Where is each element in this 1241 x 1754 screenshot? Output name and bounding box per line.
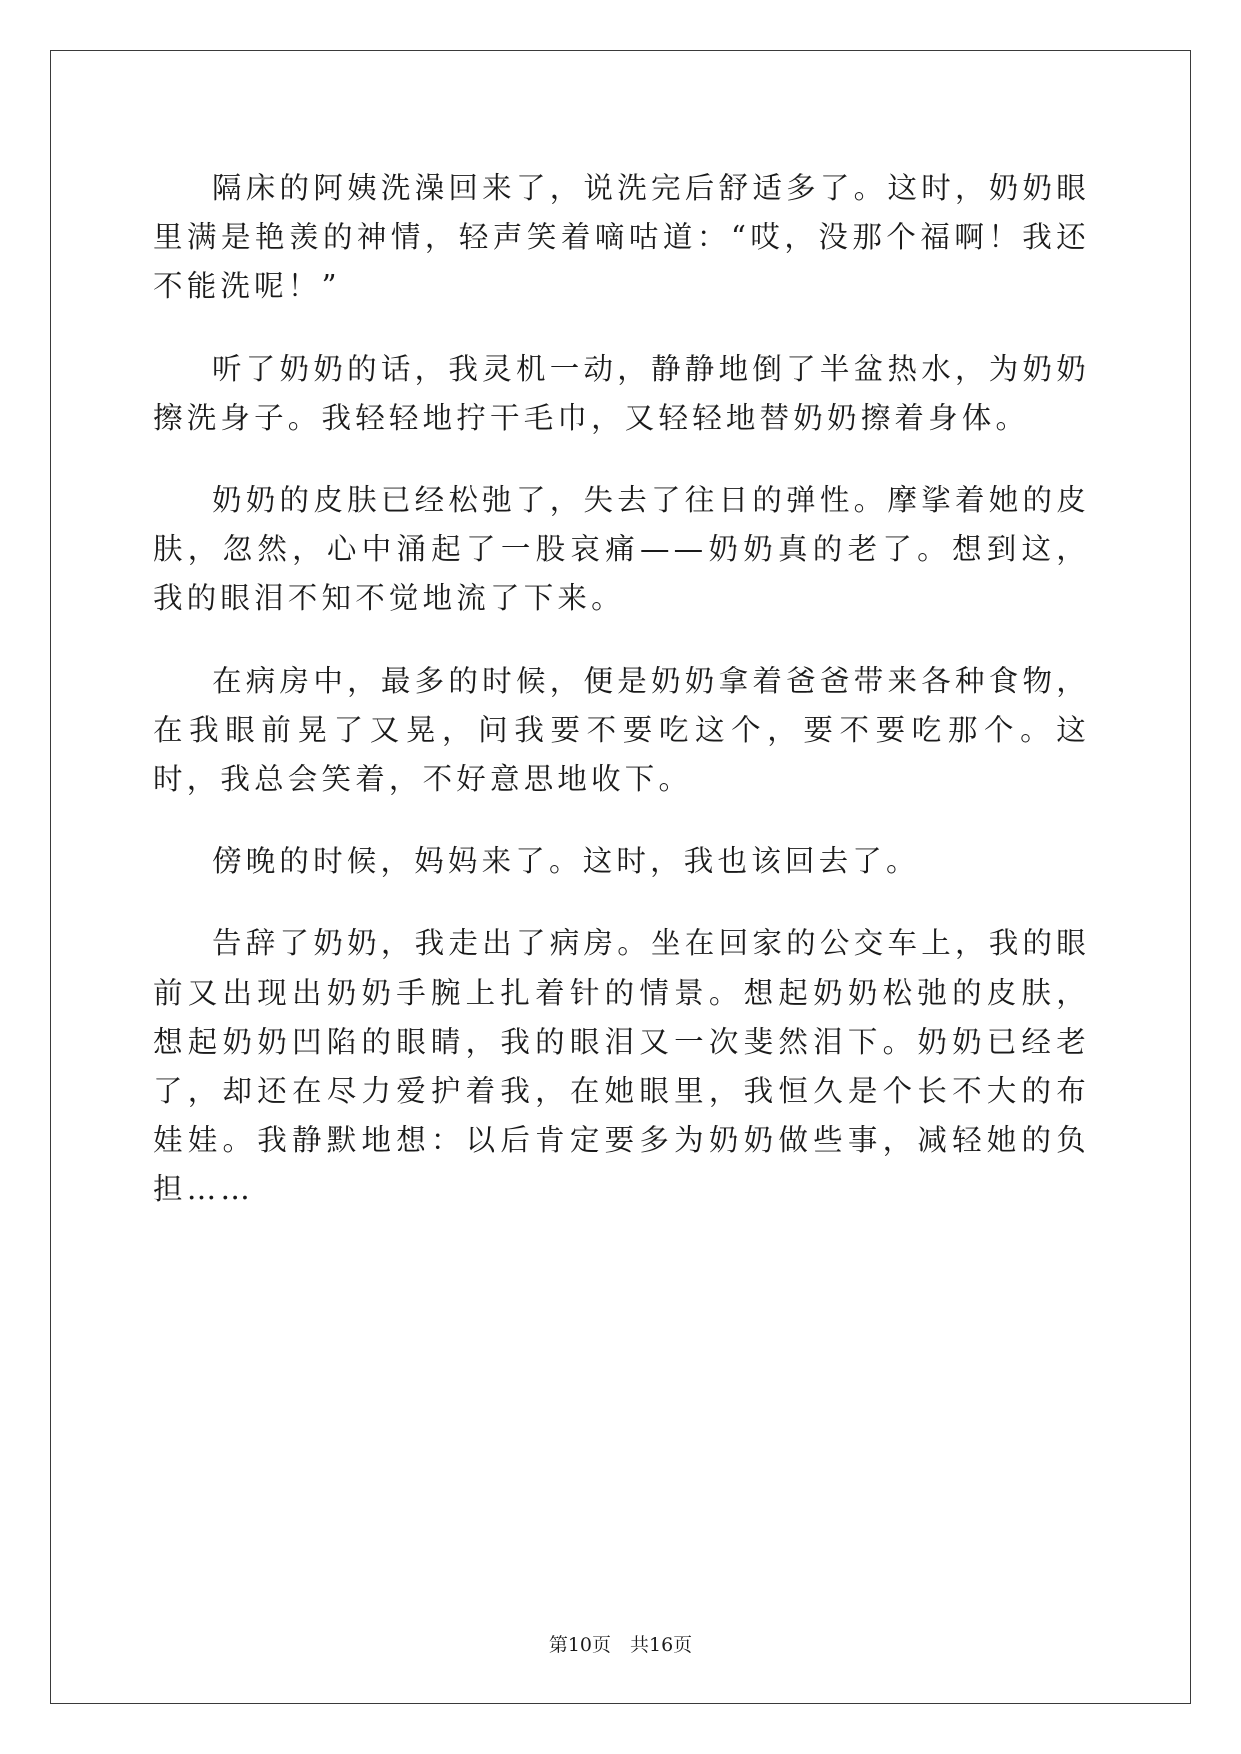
paragraph: 奶奶的皮肤已经松弛了，失去了往日的弹性。摩挲着她的皮肤，忽然，心中涌起了一股哀痛——奶奶真的老了。想到这，我的眼泪不知不觉地流了下来。 <box>153 483 1090 616</box>
paragraph: 傍晚的时候，妈妈来了。这时，我也该回去了。 <box>212 844 920 879</box>
document-body <box>153 164 1090 1248</box>
paragraph: 隔床的阿姨洗澡回来了，说洗完后舒适多了。这时，奶奶眼里满是艳羡的神情，轻声笑着嘀咕道：“哎，没那个福啊！我还不能洗呢！” <box>153 171 1090 304</box>
page-number-footer: 第10页 共16页 <box>548 1634 693 1656</box>
paragraph: 在病房中，最多的时候，便是奶奶拿着爸爸带来各种食物，在我眼前晃了又晃，问我要不要吃这个，要不要吃那个。这时，我总会笑着，不好意思地收下。 <box>153 663 1090 797</box>
paragraph: 告辞了奶奶，我走出了病房。坐在回家的公交车上，我的眼前又出现出奶奶手腕上扎着针的情景。想起奶奶松弛的皮肤，想起奶奶凹陷的眼睛，我的眼泪又一次斐然泪下。奶奶已经老了，却还在尽力爱护着我，在她眼里，我恒久是个长不大的布娃娃。我静默地想：以后肯定要多为奶奶做些事，减轻她的负担…… <box>153 926 1090 1207</box>
paragraph: 听了奶奶的话，我灵机一动，静静地倒了半盆热水，为奶奶擦洗身子。我轻轻地拧干毛巾，又轻轻地替奶奶擦着身体。 <box>153 351 1090 435</box>
